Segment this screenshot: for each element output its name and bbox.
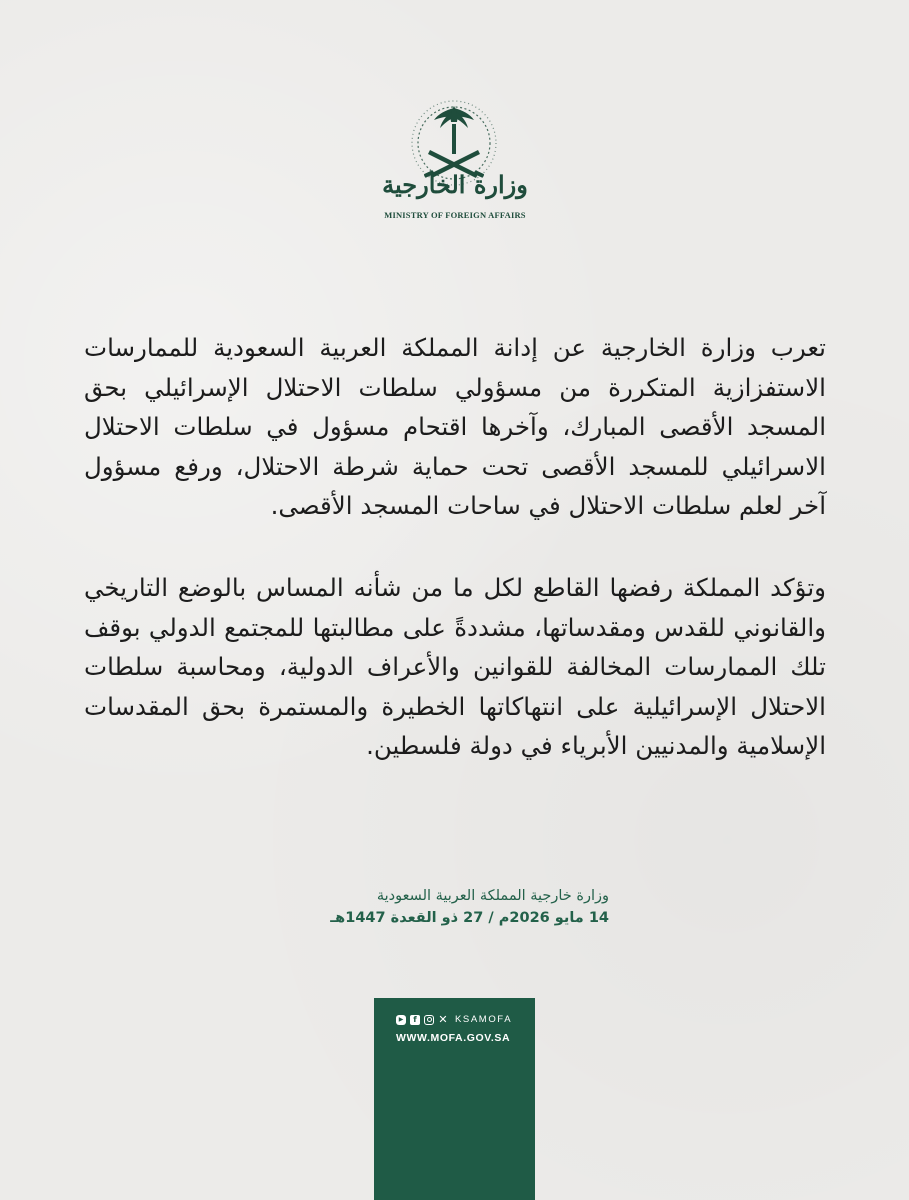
ministry-name-arabic: وزارة الخارجية bbox=[382, 170, 528, 199]
signature-block bbox=[330, 885, 609, 929]
statement-paragraph-1: تعرب وزارة الخارجية عن إدانة المملكة العربية السعودية للممارسات الاستفزازية المتكررة من مسؤولي سلطات الاحتلال الإسرائيلي بحق المسجد الأقصى المبارك، وآخرها اقتحام مسؤول في سلطات الاحتلال الاسرائيلي للمسجد الأقصى تحت حماية شرطة الاحتلال، ورفع مسؤول آخر لعلم سلطات الاحتلال في ساحات المسجد الأقصى. bbox=[84, 333, 826, 520]
statement-paragraph-2: وتؤكد المملكة رفضها القاطع لكل ما من شأنه المساس بالوضع التاريخي والقانوني للقدس ومقدساتها، مشددةً على مطالبتها للمجتمع الدولي بوقف تلك الممارسات المخالفة للقوانين والأعراف الدولية، ومحاسبة سلطات الاحتلال الإسرائيلية على انتهاكاتها الخطيرة والمستمرة بحق المقدسات الإسلامية والمدنيين الأبرياء في دولة فلسطين. bbox=[84, 573, 826, 760]
signature-issuer: وزارة خارجية المملكة العربية السعودية bbox=[376, 888, 609, 904]
ministry-name-english: MINISTRY OF FOREIGN AFFAIRS bbox=[384, 210, 526, 220]
social-links bbox=[396, 1014, 512, 1025]
youtube-icon[interactable]: ▶ bbox=[396, 1015, 406, 1025]
footer-panel bbox=[374, 998, 535, 1200]
x-icon[interactable]: ✕ bbox=[438, 1012, 448, 1026]
facebook-icon[interactable]: f bbox=[410, 1015, 420, 1025]
signature-date: 14 مايو 2026م / 27 ذو القعدة 1447هـ bbox=[330, 910, 609, 926]
website-link[interactable]: WWW.MOFA.GOV.SA bbox=[396, 1032, 511, 1044]
instagram-icon[interactable] bbox=[424, 1015, 434, 1025]
social-handle[interactable]: KSAMOFA bbox=[455, 1014, 513, 1025]
